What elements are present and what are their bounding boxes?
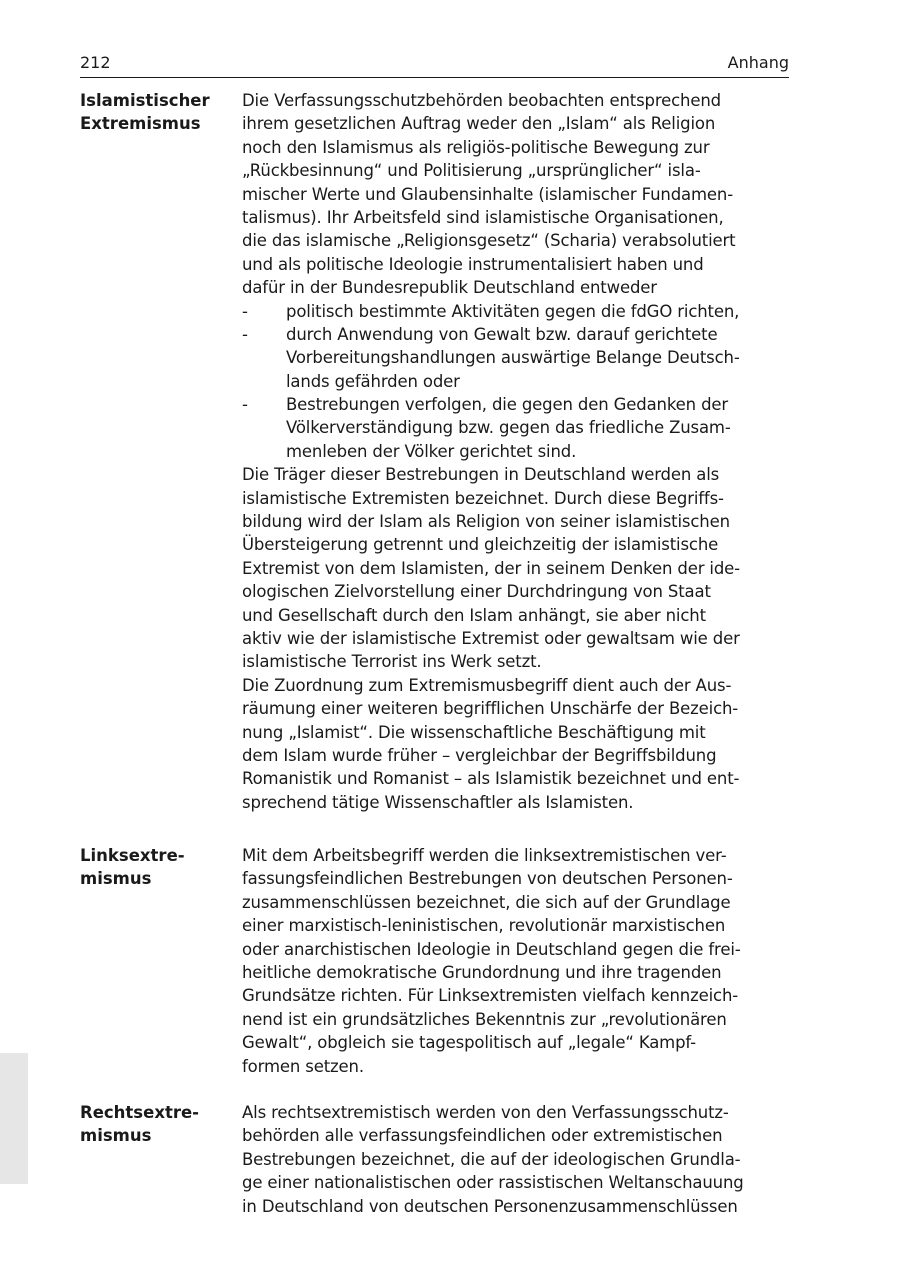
bullet-dash: -: [242, 301, 248, 321]
term-rechtsextremismus: [80, 1101, 230, 1148]
body-line: fassungsfeindlichen Bestrebungen von deutschen Personen-: [242, 869, 733, 889]
bullet-text: durch Anwendung von Gewalt bzw. darauf gerichtete: [286, 324, 718, 344]
body-line: zusammenschlüssen bezeichnet, die sich auf der Grundlage: [242, 892, 731, 912]
body-line: räumung einer weiteren begrifflichen Unschärfe der Bezeich-: [242, 699, 739, 719]
body-line: aktiv wie der islamistische Extremist oder gewaltsam wie der: [242, 628, 740, 648]
body-line: bildung wird der Islam als Religion von seiner islamistischen: [242, 512, 730, 532]
body-line: behörden alle verfassungsfeindlichen oder extremistischen: [242, 1126, 723, 1146]
term-line: Rechtsextre-: [80, 1103, 200, 1122]
body-line: Romanistik und Romanist – als Islamistik bezeichnet und ent-: [242, 769, 740, 789]
term-line: mismus: [80, 1126, 152, 1146]
body-line: ologischen Zielvorstellung einer Durchdringung von Staat: [242, 582, 711, 602]
bullet-item-line: [242, 300, 802, 323]
bullet-continuation-line: Vorbereitungshandlungen auswärtige Belange Deutsch-: [286, 348, 740, 368]
bullet-continuation-line: menleben der Völker gerichtet sind.: [286, 441, 577, 461]
body-line: nung „Islamist“. Die wissenschaftliche Beschäftigung mit: [242, 722, 706, 742]
body-line: und Gesellschaft durch den Islam anhängt, sie aber nicht: [242, 605, 706, 625]
bullet-continuation-line: lands gefährden oder: [286, 371, 460, 391]
body-line: Als rechtsextremistisch werden von den Verfassungsschutz-: [242, 1103, 729, 1122]
bullet-text: politisch bestimmte Aktivitäten gegen die fdGO richten,: [286, 301, 740, 321]
definition-islamistischer-extremismus: [242, 89, 802, 814]
body-line: islamistische Extremisten bezeichnet. Durch diese Begriffs-: [242, 488, 724, 508]
body-line: sprechend tätige Wissenschaftler als Islamisten.: [242, 792, 634, 812]
term-linksextremismus: [80, 844, 230, 891]
body-line: Die Verfassungsschutzbehörden beobachten entsprechend: [242, 91, 721, 110]
body-line: Grundsätze richten. Für Linksextremisten vielfach kennzeich-: [242, 986, 739, 1006]
body-line: islamistische Terrorist ins Werk setzt.: [242, 652, 542, 672]
term-line: Extremismus: [80, 114, 201, 134]
running-header: [80, 53, 789, 78]
section-title: Anhang: [727, 53, 789, 72]
body-line: talismus). Ihr Arbeitsfeld sind islamistische Organisationen,: [242, 207, 724, 227]
definition-rechtsextremismus: [242, 1101, 802, 1218]
body-line: oder anarchistischen Ideologie in Deutschland gegen die frei-: [242, 939, 741, 959]
term-line: Islamistischer: [80, 91, 210, 110]
bullet-item-line: [242, 323, 802, 346]
body-line: Extremist von dem Islamisten, der in seinem Denken der ide-: [242, 558, 740, 578]
body-line: Die Träger dieser Bestrebungen in Deutschland werden als: [242, 465, 720, 485]
page-number: 212: [80, 53, 111, 72]
body-line: Mit dem Arbeitsbegriff werden die linksextremistischen ver-: [242, 846, 727, 865]
term-islamistischer-extremismus: [80, 89, 230, 136]
bullet-dash: -: [242, 324, 248, 344]
body-line: Bestrebungen bezeichnet, die auf der ideologischen Grundla-: [242, 1149, 741, 1169]
body-line: ge einer nationalistischen oder rassistischen Weltanschauung: [242, 1173, 744, 1193]
body-line: und als politische Ideologie instrumentalisiert haben und: [242, 254, 704, 274]
body-line: dem Islam wurde früher – vergleichbar der Begriffsbildung: [242, 745, 717, 765]
bullet-item-line: [242, 393, 802, 416]
body-line: ihrem gesetzlichen Auftrag weder den „Islam“ als Religion: [242, 114, 716, 134]
body-line: noch den Islamismus als religiös-politische Bewegung zur: [242, 137, 710, 157]
bullet-dash: -: [242, 395, 248, 415]
body-line: mischer Werte und Glaubensinhalte (islamischer Fundamen-: [242, 184, 734, 204]
body-line: die das islamische „Religionsgesetz“ (Scharia) verabsolutiert: [242, 231, 736, 251]
thumb-index-tab: [0, 1053, 28, 1184]
body-line: heitliche demokratische Grundordnung und ihre tragenden: [242, 962, 722, 982]
bullet-continuation-line: Völkerverständigung bzw. gegen das friedliche Zusam-: [286, 418, 731, 438]
body-line: Gewalt“, obgleich sie tagespolitisch auf „legale“ Kampf-: [242, 1033, 696, 1053]
definition-linksextremismus: [242, 844, 802, 1078]
body-line: Übersteigerung getrennt und gleichzeitig der islamistische: [242, 535, 719, 555]
term-line: mismus: [80, 869, 152, 889]
body-line: Die Zuordnung zum Extremismusbegriff dient auch der Aus-: [242, 675, 732, 695]
term-line: Linksextre-: [80, 846, 185, 865]
body-line: nend ist ein grundsätzliches Bekenntnis zur „revolutionären: [242, 1009, 727, 1029]
body-line: „Rückbesinnung“ und Politisierung „ursprünglicher“ isla-: [242, 161, 701, 181]
body-line: einer marxistisch-leninistischen, revolutionär marxistischen: [242, 916, 726, 936]
body-line: dafür in der Bundesrepublik Deutschland entweder: [242, 278, 657, 298]
body-line: formen setzen.: [242, 1056, 364, 1076]
body-line: in Deutschland von deutschen Personenzusammenschlüssen: [242, 1196, 738, 1216]
bullet-text: Bestrebungen verfolgen, die gegen den Gedanken der: [286, 395, 729, 415]
